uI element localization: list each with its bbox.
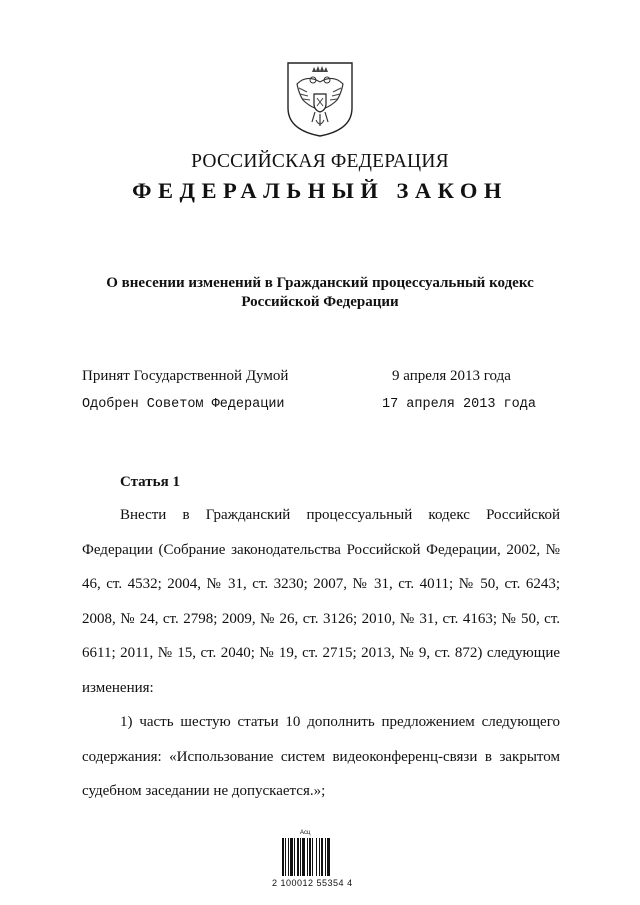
barcode-number: 2 100012 55354 4 [272,878,353,888]
law-title [60,274,580,312]
article-heading: Статья 1 [120,474,180,490]
coat-of-arms-emblem [285,60,355,138]
law-type-heading: ФЕДЕРАЛЬНЫЙ ЗАКОН [132,178,508,203]
barcode [282,838,354,876]
law-title-line-1: О внесении изменений в Гражданский процессуальный кодекс [106,275,534,291]
article-item-1-paragraph: 1) часть шестую статьи 10 дополнить предложением следующего содержания: «Использование систем видеоконференц-связи в закрытом судебном заседании не допускается.»; [82,714,560,799]
adopted-by-duma-label: Принят Государственной Думой [82,368,289,384]
law-title-line-2: Российской Федерации [241,294,399,310]
article-intro-paragraph: Внести в Гражданский процессуальный кодекс Российской Федерации (Собрание законодательства Российской Федерации, 2002, № 46, ст. 4532; 2004, № 31, ст. 3230; 2007, № 31, ст. 4011; № 50, ст. 6243; 2008, № 24, ст. 2798; 2009, № 26, ст. 3126; 2010, № 31, ст. 4163; № 50, ст. 6611; 2011, № 15, ст. 2040; № 19, ст. 2715; 2013, № 9, ст. 872) следующие изменения: [82,507,560,696]
adopted-by-duma-date: 9 апреля 2013 года [392,368,511,384]
barcode-mark: Асц [300,830,311,836]
country-name: РОССИЙСКАЯ ФЕДЕРАЦИЯ [191,151,449,172]
approved-by-council-date: 17 апреля 2013 года [382,397,536,412]
approved-by-council-label: Одобрен Советом Федерации [82,397,285,412]
